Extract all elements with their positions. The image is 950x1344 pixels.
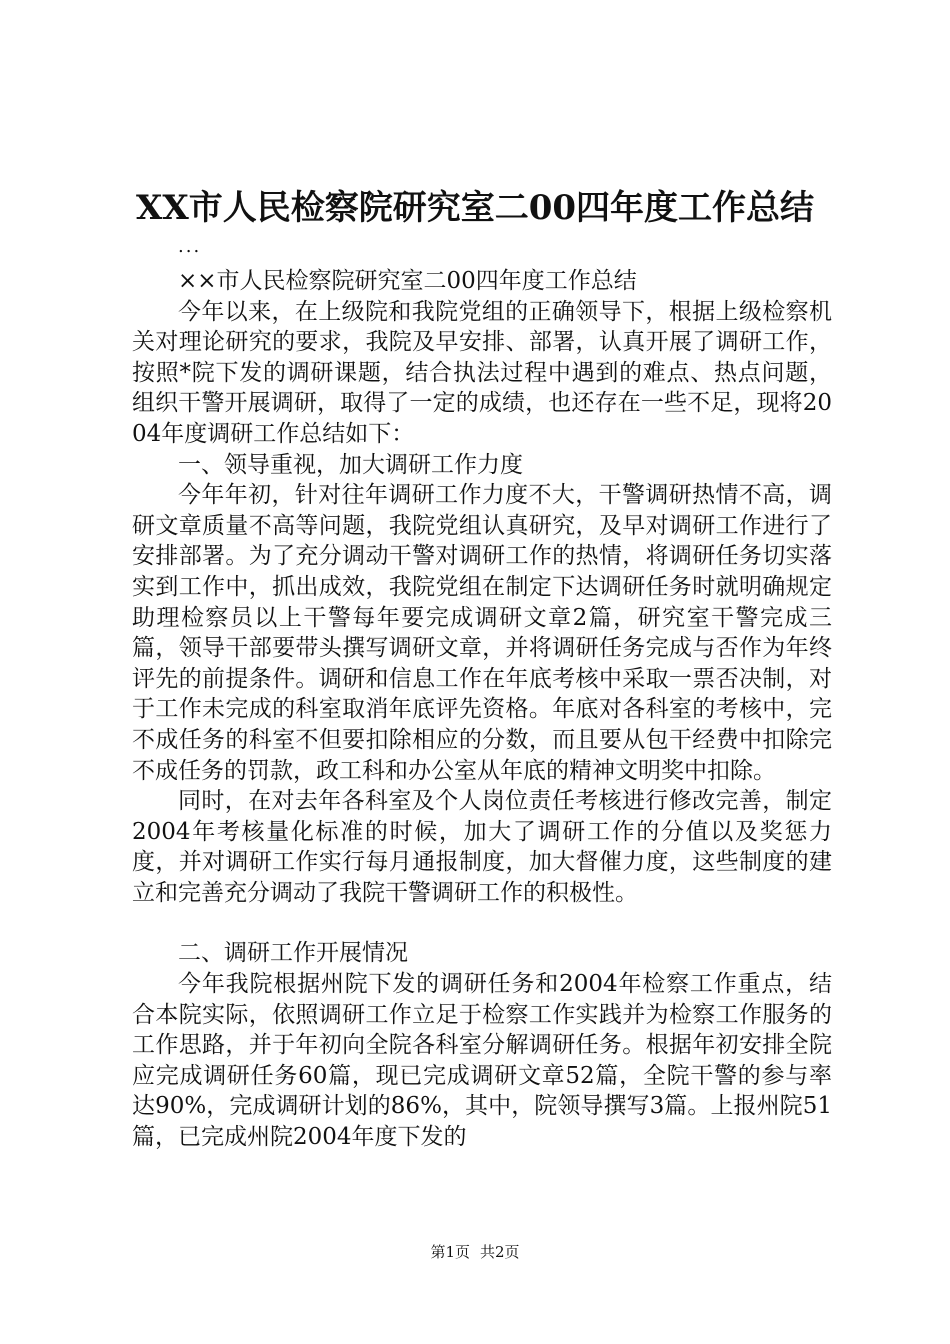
intro-paragraph: 今年以来，在上级院和我院党组的正确领导下，根据上级检察机关对理论研究的要求，我院及早安排、部署，认真开展了调研工作，按照*院下发的调研课题，结合执法过程中遇到的难点、热点问题，组织干警开展调研，取得了一定的成绩，也还存在一些不足，现将2004年度调研工作总结如下： <box>132 298 832 447</box>
page-total: 共2页 <box>480 1243 520 1261</box>
body-paragraph: 同时，在对去年各科室及个人岗位责任考核进行修改完善，制定2004年考核量化标准的时候，加大了调研工作的分值以及奖惩力度，并对调研工作实行每月通报制度，加大督催力度，这些制度的建立和完善充分调动了我院干警调研工作的积极性。 <box>132 788 832 906</box>
document-title: XX市人民检察院研究室二00四年度工作总结 <box>135 188 815 228</box>
page-footer <box>0 1242 950 1262</box>
ellipsis-marker: ... <box>178 236 202 257</box>
section-heading-1: 一、领导重视，加大调研工作力度 <box>178 451 523 478</box>
subtitle-paragraph: ××市人民检察院研究室二00四年度工作总结 <box>178 268 637 294</box>
document-body <box>132 266 832 1153</box>
body-paragraph: 今年我院根据州院下发的调研任务和2004年检察工作重点，结合本院实际，依照调研工作立足于检察工作实践并为检察工作服务的工作思路，并于年初向全院各科室分解调研任务。根据年初安排全院应完成调研任务60篇，现已完成调研文章52篇，全院干警的参与率达90%，完成调研计划的86%，其中，院领导撰写3篇。上报州院51篇，已完成州院2004年度下发的 <box>132 971 832 1151</box>
body-paragraph: 今年年初，针对往年调研工作力度不大，干警调研热情不高，调研文章质量不高等问题，我院党组认真研究，及早对调研工作进行了安排部署。为了充分调动干警对调研工作的热情，将调研任务切实落实到工作中，抓出成效，我院党组在制定下达调研任务时就明确规定助理检察员以上干警每年要完成调研文章2篇，研究室干警完成三篇，领导干部要带头撰写调研文章，并将调研任务完成与否作为年终评先的前提条件。调研和信息工作在年底考核中采取一票否决制，对于工作未完成的科室取消年底评先资格。年底对各科室的考核中，完不成任务的科室不但要扣除相应的分数，而且要从包干经费中扣除完不成任务的罚款，政工科和办公室从年底的精神文明奖中扣除。 <box>132 482 832 784</box>
page-number: 第1页 <box>430 1243 470 1261</box>
section-heading-2: 二、调研工作开展情况 <box>178 940 408 967</box>
